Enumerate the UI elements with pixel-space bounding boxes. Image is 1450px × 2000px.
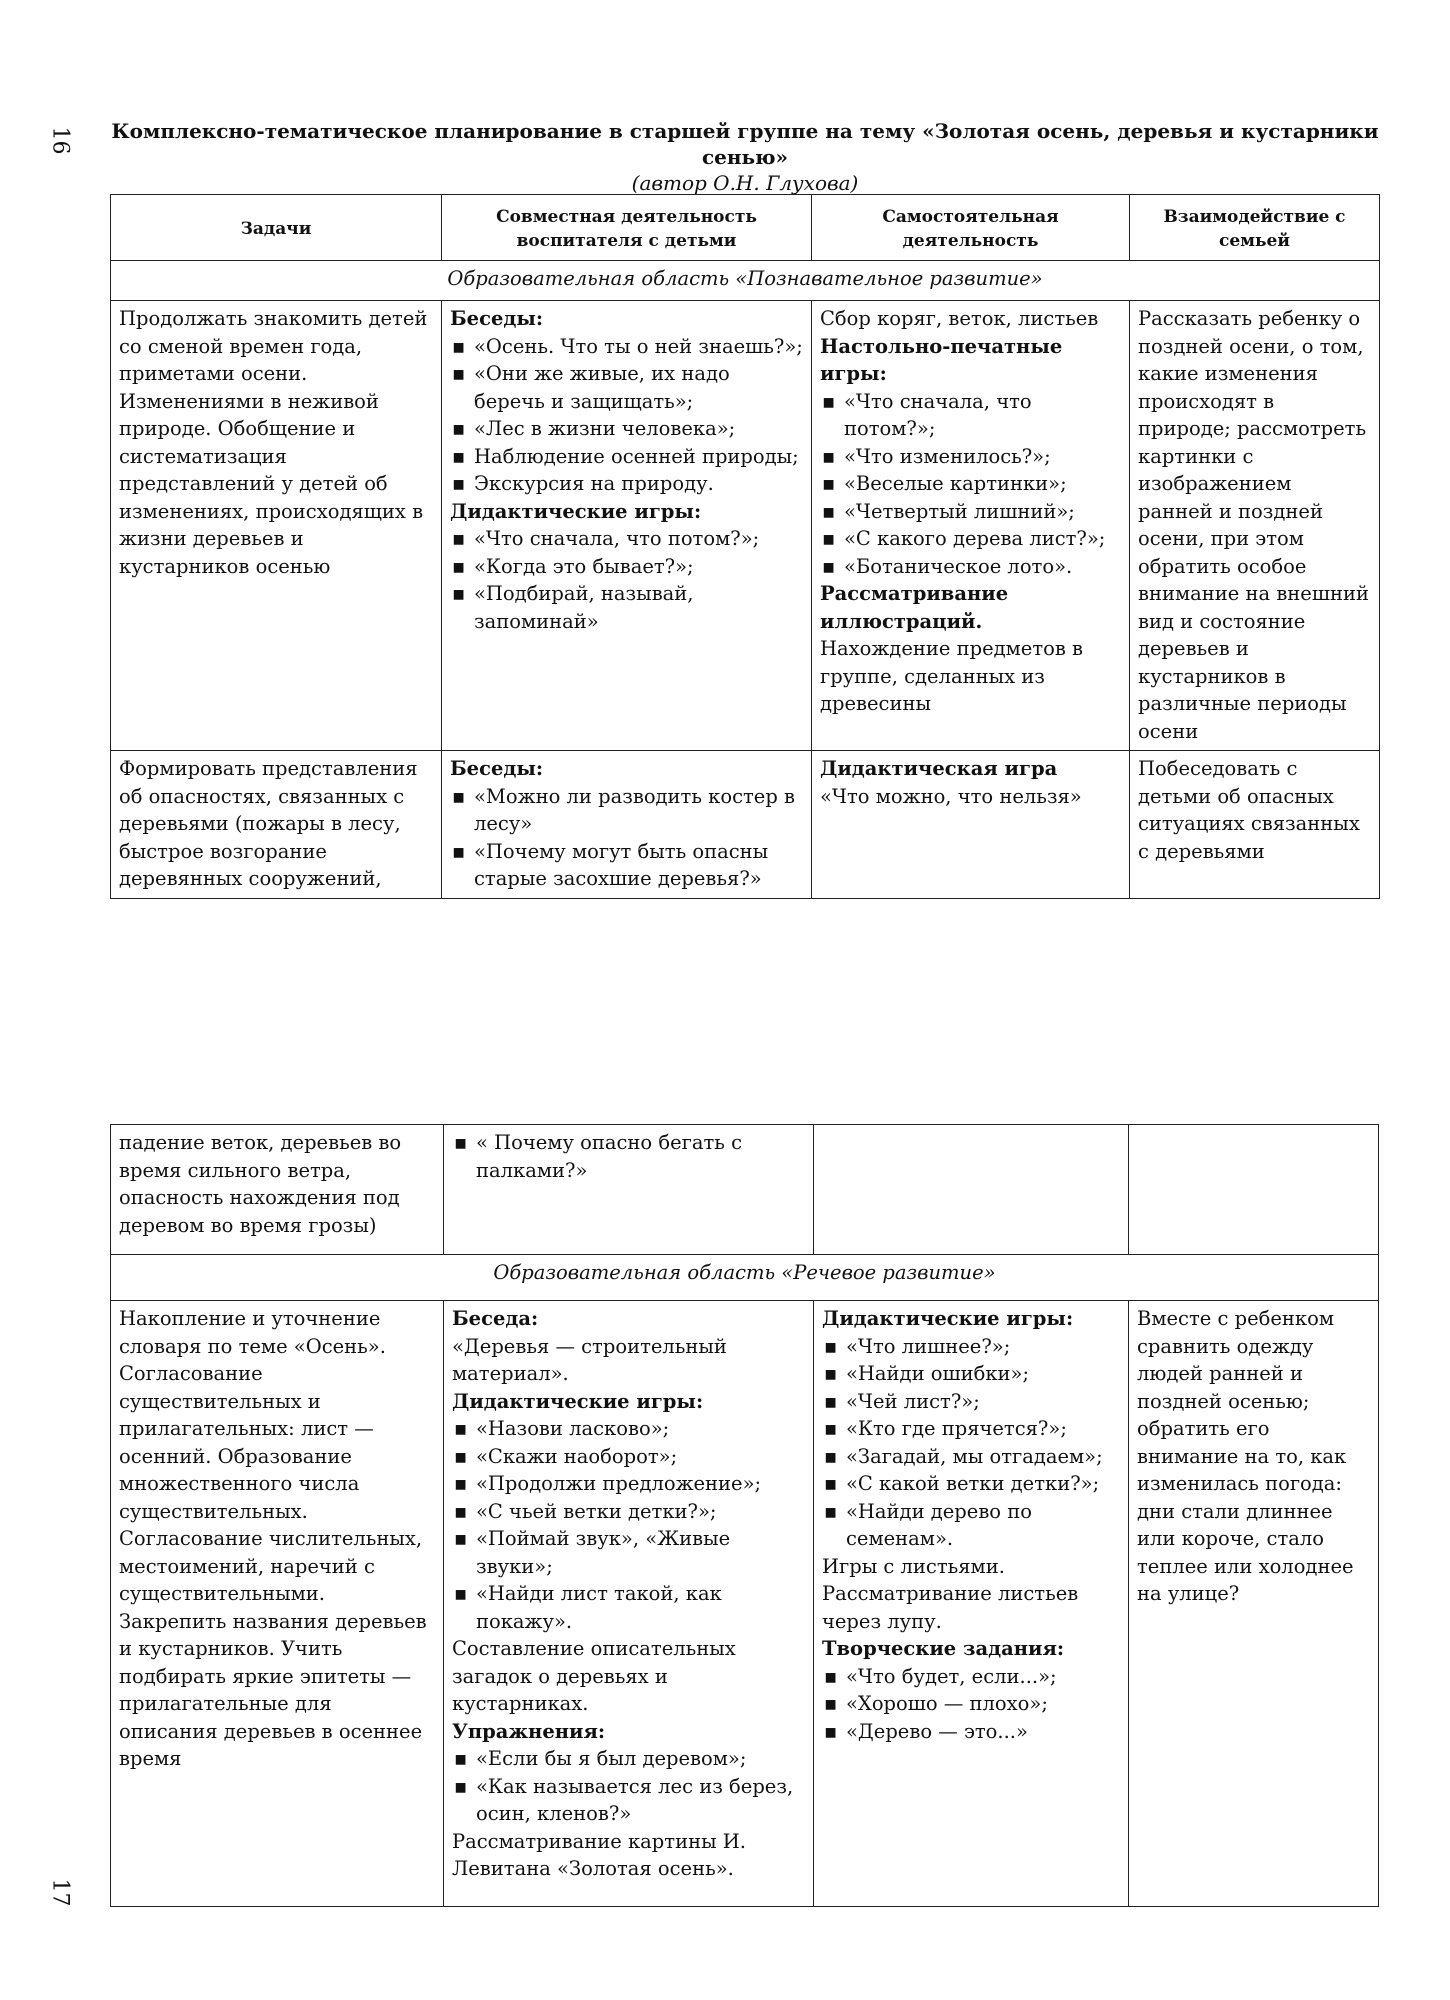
joint-text: Рассматривание картины И. Левитана «Золотая осень».	[452, 1829, 746, 1880]
list-item: ▪ «С какой ветки детки?»;	[822, 1470, 1120, 1498]
self-text: Сбор коряг, веток, листьев	[820, 307, 1099, 330]
joint-list	[452, 1415, 805, 1635]
self-cell	[812, 301, 1130, 751]
list-item: ▪ «Осень. Что ты о ней знаешь?»;	[450, 333, 803, 361]
list-item: ▪ «Что изменилось?»;	[820, 443, 1121, 471]
self-text: «Что можно, что нельзя»	[820, 784, 1082, 808]
header-self: Самостоятельная деятельность	[812, 195, 1130, 261]
list-item: ▪ «Они же живые, их надо беречь и защищать»;	[450, 360, 803, 415]
list-item: ▪ «Чей лист?»;	[822, 1388, 1120, 1416]
header-joint: Совместная деятельность воспитателя с детьми	[442, 195, 812, 261]
title-main: Комплексно-тематическое планирование в старшей группе на тему «Золотая осень, деревья и кустарники сенью»	[111, 119, 1379, 169]
list-item: ▪ «Если бы я был деревом»;	[452, 1745, 805, 1773]
title-author: (автор О.Н. Глухова)	[631, 171, 859, 195]
list-item: ▪ «Назови ласково»;	[452, 1415, 805, 1443]
page-title	[100, 118, 1390, 196]
joint-list	[450, 783, 803, 893]
self-heading: Дидактическая игра	[820, 757, 1058, 780]
joint-list	[450, 333, 803, 498]
table-row	[111, 751, 1380, 899]
self-list	[820, 388, 1121, 581]
family-cell: Рассказать ребенку о поздней осени, о том, какие изменения происходят в природе; рассмотреть картинки с изображением ранней и поздней осени, при этом обратить особое внимание на внешний вид и состояние деревьев и кустарников в различные периоды осени	[1130, 301, 1380, 751]
header-family: Взаимодействие с семьей	[1130, 195, 1380, 261]
tasks-cell: Накопление и уточнение словаря по теме «Осень». Согласование существительных и прилагательных: лист — осенний. Образование множественного числа существительных. Согласование числительных, местоимений, наречий с существительными. Закрепить названия деревьев и кустарников. Учить подбирать яркие эпитеты — прилагательные для описания деревьев в осеннее время	[111, 1301, 444, 1907]
list-item: ▪ «Почему могут быть опасны старые засохшие деревья?»	[450, 838, 803, 893]
list-item: ▪ «Что лишнее?»;	[822, 1333, 1120, 1361]
list-item: ▪ «Хорошо — плохо»;	[822, 1690, 1120, 1718]
area-cognitive: Образовательная область «Познавательное развитие»	[111, 261, 1380, 301]
self-heading: Настольно-печатные игры:	[820, 334, 1063, 385]
self-heading: Дидактические игры:	[822, 1307, 1074, 1330]
table-row	[111, 301, 1380, 751]
self-cell	[812, 751, 1130, 899]
list-item: ▪ «С какого дерева лист?»;	[820, 525, 1121, 553]
joint-heading: Упражнения:	[452, 1719, 606, 1743]
self-text: Нахождение предметов в группе, сделанных из древесины	[820, 637, 1084, 715]
tasks-cell: Продолжать знакомить детей со сменой времен года, приметами осени. Изменениями в неживой природе. Обобщение и систематизация представлений у детей об изменениях, происходящих в жизни деревьев и кустарников осенью	[111, 301, 442, 751]
table-row	[111, 1301, 1379, 1907]
list-item: ▪ «Веселые картинки»;	[820, 470, 1121, 498]
list-item: ▪ «Лес в жизни человека»;	[450, 415, 803, 443]
list-item: ▪ «Найди лист такой, как покажу».	[452, 1580, 805, 1635]
joint-heading: Беседы:	[450, 757, 544, 780]
list-item: ▪ « Почему опасно бегать с палками?»	[452, 1129, 805, 1184]
header-row	[111, 195, 1380, 261]
list-item: ▪ «Когда это бывает?»;	[450, 553, 803, 581]
joint-cell	[442, 301, 812, 751]
list-item: ▪ «Скажи наоборот»;	[452, 1443, 805, 1471]
joint-cell	[442, 751, 812, 899]
list-item: ▪ «Подбирай, называй, запоминай»	[450, 580, 803, 635]
joint-heading: Беседа:	[452, 1307, 539, 1330]
joint-cell	[444, 1301, 814, 1907]
self-list	[822, 1333, 1120, 1553]
joint-list	[452, 1129, 805, 1184]
list-item: ▪ «Что будет, если...»;	[822, 1663, 1120, 1691]
self-text: Рассматривание листьев через лупу.	[822, 1582, 1079, 1633]
list-item: ▪ Экскурсия на природу.	[450, 470, 803, 498]
plan-table-top	[110, 194, 1380, 899]
tasks-cell: Формировать представления об опасностях, связанных с деревьями (пожары в лесу, быстрое возгорание деревянных сооружений,	[111, 751, 442, 899]
list-item: ▪ «Что сначала, что потом?»;	[450, 525, 803, 553]
page-number-bottom: 17	[47, 1878, 73, 1907]
joint-text: «Деревья — строительный материал».	[452, 1334, 727, 1385]
header-tasks: Задачи	[111, 195, 442, 261]
list-item: ▪ «Как называется лес из берез, осин, кленов?»	[452, 1773, 805, 1828]
joint-heading: Дидактические игры:	[452, 1389, 704, 1413]
area-speech: Образовательная область «Речевое развитие»	[111, 1255, 1379, 1301]
list-item: ▪ «С чьей ветки детки?»;	[452, 1498, 805, 1526]
joint-list	[450, 525, 803, 635]
list-item: ▪ «Загадай, мы отгадаем»;	[822, 1443, 1120, 1471]
self-cell	[814, 1125, 1129, 1255]
list-item: ▪ «Четвертый лишний»;	[820, 498, 1121, 526]
plan-table-bottom	[110, 1124, 1379, 1907]
tasks-cell: падение веток, деревьев во время сильного ветра, опасность нахождения под деревом во время грозы)	[111, 1125, 444, 1255]
list-item: ▪ «Кто где прячется?»;	[822, 1415, 1120, 1443]
list-item: ▪ «Что сначала, что потом?»;	[820, 388, 1121, 443]
list-item: ▪ «Найди дерево по семенам».	[822, 1498, 1120, 1553]
self-heading: Творческие задания:	[822, 1637, 1065, 1660]
list-item: ▪ «Найди ошибки»;	[822, 1360, 1120, 1388]
list-item: ▪ Наблюдение осенней природы;	[450, 443, 803, 471]
joint-heading: Дидактические игры:	[450, 499, 702, 523]
joint-cell	[444, 1125, 814, 1255]
family-cell	[1129, 1125, 1379, 1255]
list-item: ▪ «Дерево — это...»	[822, 1718, 1120, 1746]
self-text: Игры с листьями.	[822, 1554, 1005, 1578]
table-row	[111, 1125, 1379, 1255]
self-heading: Рассматривание иллюстраций.	[820, 582, 1009, 633]
list-item: ▪ «Продолжи предложение»;	[452, 1470, 805, 1498]
list-item: ▪ «Можно ли разводить костер в лесу»	[450, 783, 803, 838]
self-cell	[814, 1301, 1129, 1907]
family-cell: Вместе с ребенком сравнить одежду людей ранней и поздней осенью; обратить его внимание на то, как изменилась погода: дни стали длиннее или короче, стало теплее или холоднее на улице?	[1129, 1301, 1379, 1907]
list-item: ▪ «Ботаническое лото».	[820, 553, 1121, 581]
joint-heading: Беседы:	[450, 307, 544, 330]
family-cell: Побеседовать с детьми об опасных ситуациях связанных с деревьями	[1130, 751, 1380, 899]
list-item: ▪ «Поймай звук», «Живые звуки»;	[452, 1525, 805, 1580]
joint-list	[452, 1745, 805, 1828]
self-list	[822, 1663, 1120, 1746]
joint-text: Составление описательных загадок о деревьях и кустарниках.	[452, 1637, 736, 1715]
page-number-top: 16	[47, 126, 73, 155]
